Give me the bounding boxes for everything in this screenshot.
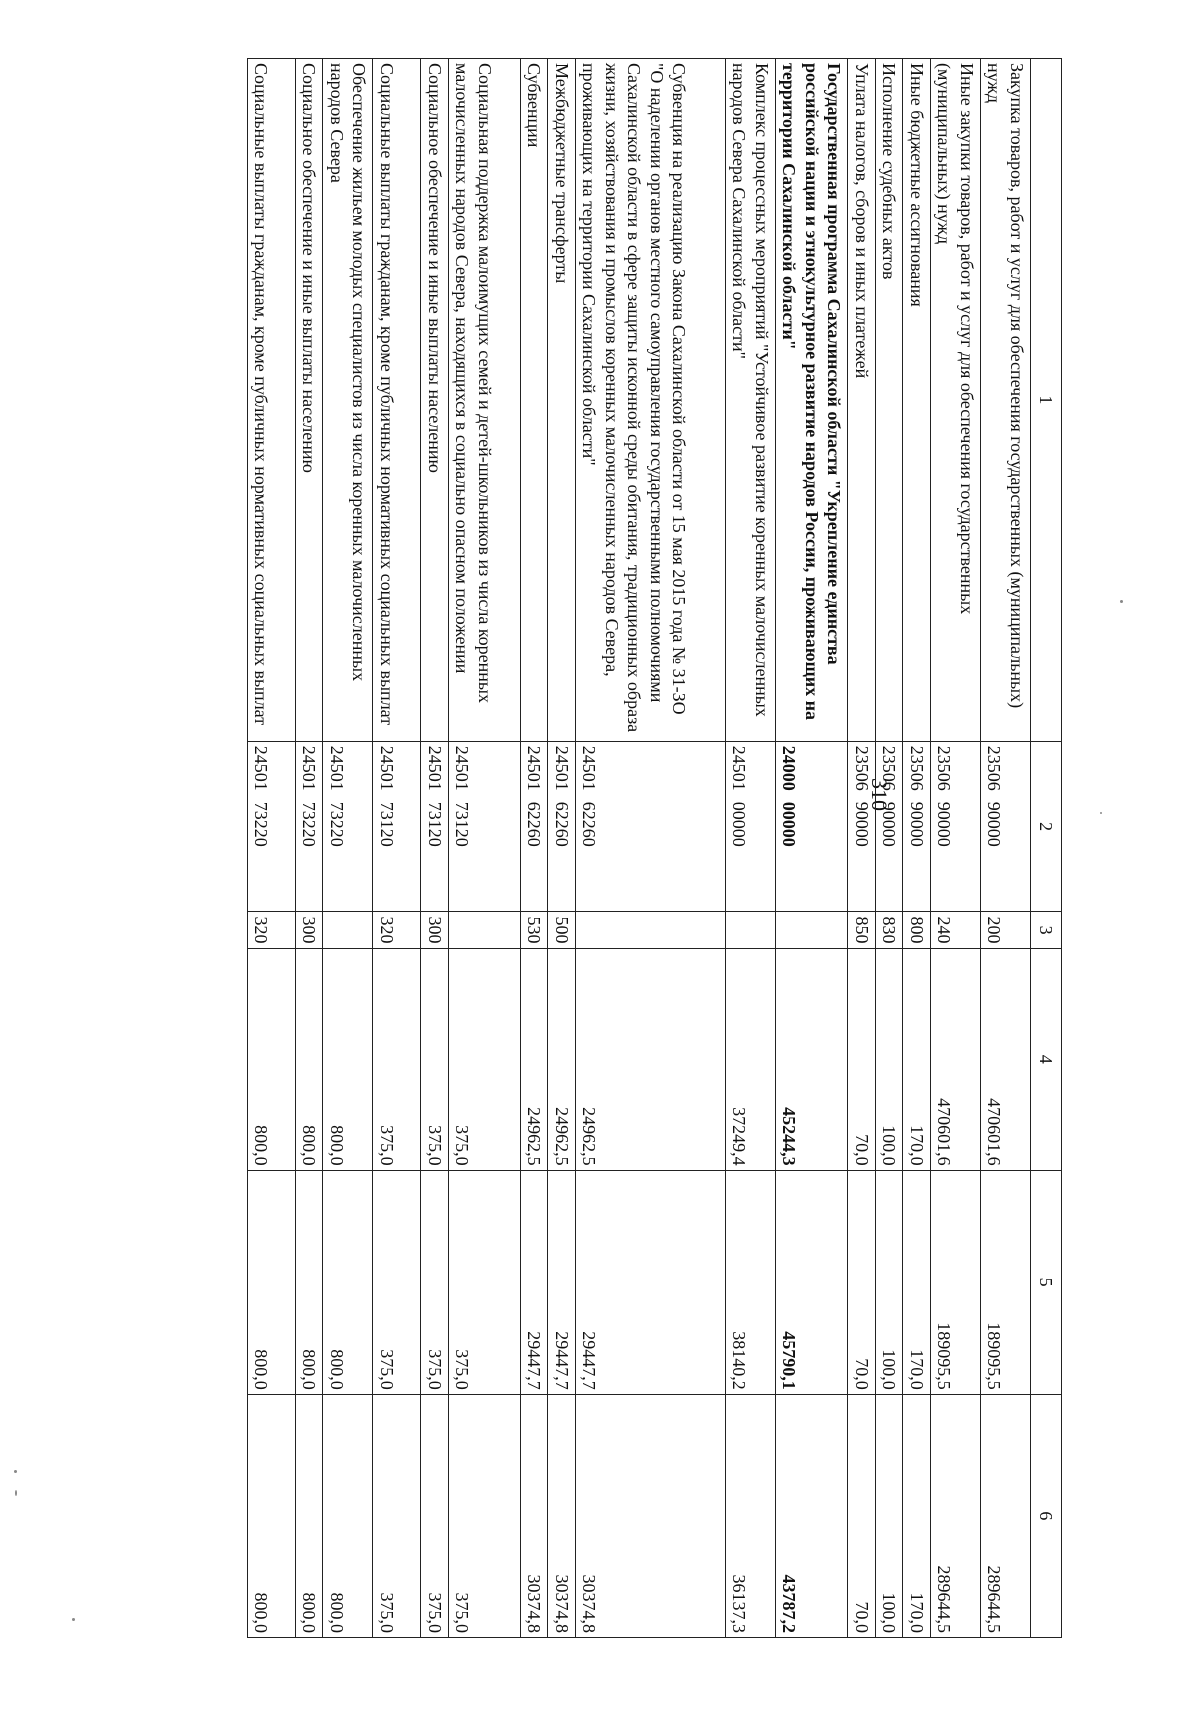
cell-text: 70,0 — [852, 1358, 872, 1390]
cell-text: Обеспечение жильем молодых специалистов из числа коренных малочисленных народов Севера — [327, 63, 370, 682]
row-value-4 — [903, 948, 931, 1170]
row-expense-type — [776, 912, 849, 948]
row-expense-type — [981, 912, 1031, 948]
cell-text: 38140,2 — [729, 1331, 750, 1390]
scan-speck — [72, 1618, 75, 1621]
row-value-6 — [903, 1394, 931, 1637]
row-value-6 — [449, 1394, 521, 1637]
cell-text: 30374,8 — [552, 1574, 572, 1633]
scan-speck — [15, 1490, 17, 1496]
row-code — [726, 741, 776, 912]
cell-text: Закупка товаров, работ и услуг для обеспечения государственных (муниципальных) нужд — [984, 63, 1027, 709]
cell-text: 470601,6 — [934, 1098, 955, 1166]
row-value-4 — [323, 948, 373, 1170]
row-value-4 — [248, 948, 296, 1170]
table-row — [931, 59, 981, 1638]
page-number: 310 — [867, 778, 892, 811]
cell-text: 800,0 — [327, 1592, 347, 1633]
cell-text: 800,0 — [327, 1125, 347, 1166]
row-expense-type — [931, 912, 981, 948]
row-name — [903, 59, 931, 742]
code-part-a: 24501 — [327, 745, 347, 791]
code-part-a: 23506 — [984, 745, 1005, 791]
row-name — [296, 59, 324, 742]
row-code — [776, 741, 849, 912]
row-value-6 — [548, 1394, 576, 1637]
cell-text: 830 — [879, 916, 900, 944]
row-expense-type — [373, 912, 421, 948]
table-row — [548, 59, 576, 1638]
code-part-b: 62260 — [579, 801, 600, 847]
code-part-b: 73120 — [452, 801, 473, 847]
row-code — [248, 741, 296, 912]
column-header: 5 — [1031, 1170, 1062, 1394]
cell-text: 29447,7 — [552, 1331, 572, 1390]
rotated-content — [142, 58, 1062, 1638]
row-value-6 — [296, 1394, 324, 1637]
row-name — [726, 59, 776, 742]
scan-speck — [14, 1470, 17, 1473]
row-code — [903, 741, 931, 912]
cell-text: 320 — [251, 916, 272, 944]
cell-text: 289644,5 — [984, 1565, 1005, 1633]
table-row — [421, 59, 449, 1638]
code-part-b: 62260 — [524, 801, 545, 847]
code-part-b: 90000 — [907, 801, 927, 847]
code-part-a: 24501 — [425, 745, 445, 791]
cell-text: 800,0 — [299, 1592, 320, 1633]
row-expense-type — [848, 912, 876, 948]
row-value-6 — [876, 1394, 904, 1637]
cell-text: 375,0 — [377, 1592, 397, 1633]
table-row — [248, 59, 296, 1638]
row-code — [876, 741, 904, 912]
code-part-b: 73120 — [425, 801, 445, 847]
row-code — [421, 741, 449, 912]
row-expense-type — [421, 912, 449, 948]
code-part-a: 23506 — [879, 745, 900, 791]
cell-text: 30374,8 — [579, 1574, 600, 1633]
cell-text: Исполнение судебных актов — [879, 63, 900, 280]
cell-text: 800,0 — [299, 1349, 320, 1390]
row-code — [323, 741, 373, 912]
cell-text: 500 — [552, 916, 572, 944]
row-expense-type — [576, 912, 726, 948]
code-part-a: 24501 — [579, 745, 600, 791]
row-value-6 — [726, 1394, 776, 1637]
row-value-6 — [981, 1394, 1031, 1637]
row-expense-type — [521, 912, 549, 948]
cell-text: 375,0 — [425, 1125, 445, 1166]
cell-text: 300 — [425, 916, 445, 944]
cell-text: Социальные выплаты гражданам, кроме публичных нормативных социальных выплат — [377, 63, 397, 726]
row-value-5 — [248, 1170, 296, 1394]
row-value-5 — [726, 1170, 776, 1394]
cell-text: 24962,5 — [579, 1107, 600, 1166]
row-value-4 — [876, 948, 904, 1170]
table-header-row — [1031, 59, 1062, 1638]
code-part-b: 00000 — [729, 801, 750, 847]
cell-text: 800,0 — [251, 1592, 272, 1633]
cell-text: 170,0 — [907, 1349, 927, 1390]
table-row — [323, 59, 373, 1638]
table-row — [726, 59, 776, 1638]
row-value-4 — [931, 948, 981, 1170]
cell-text: 375,0 — [452, 1592, 473, 1633]
cell-text: 850 — [852, 916, 872, 944]
row-value-6 — [931, 1394, 981, 1637]
row-expense-type — [548, 912, 576, 948]
cell-text: Государственная программа Сахалинской области "Укрепление единства российской нации и этнокультурное развитие народов России, проживающих на территории Сахалинской области" — [779, 63, 845, 720]
row-value-4 — [449, 948, 521, 1170]
row-value-5 — [548, 1170, 576, 1394]
cell-text: 800,0 — [251, 1349, 272, 1390]
row-value-4 — [776, 948, 849, 1170]
code-part-b: 90000 — [852, 801, 872, 847]
table-row — [521, 59, 549, 1638]
cell-text: 37249,4 — [729, 1107, 750, 1166]
row-expense-type — [876, 912, 904, 948]
cell-text: Субвенции — [524, 63, 545, 148]
row-value-4 — [521, 948, 549, 1170]
code-part-b: 73120 — [377, 801, 397, 847]
row-value-5 — [903, 1170, 931, 1394]
row-code — [373, 741, 421, 912]
cell-text: 375,0 — [377, 1349, 397, 1390]
cell-text: 24962,5 — [524, 1107, 545, 1166]
cell-text: 170,0 — [907, 1125, 927, 1166]
code-part-b: 90000 — [879, 801, 900, 847]
row-code — [931, 741, 981, 912]
row-value-6 — [323, 1394, 373, 1637]
row-value-5 — [576, 1170, 726, 1394]
row-name — [576, 59, 726, 742]
row-value-5 — [521, 1170, 549, 1394]
row-expense-type — [726, 912, 776, 948]
row-code — [848, 741, 876, 912]
code-part-b: 90000 — [934, 801, 955, 847]
row-code — [521, 741, 549, 912]
cell-text: 29447,7 — [524, 1331, 545, 1390]
row-value-4 — [373, 948, 421, 1170]
row-value-6 — [421, 1394, 449, 1637]
row-value-6 — [521, 1394, 549, 1637]
row-value-4 — [726, 948, 776, 1170]
row-value-4 — [848, 948, 876, 1170]
cell-text: 375,0 — [425, 1592, 445, 1633]
row-name — [848, 59, 876, 742]
row-value-5 — [876, 1170, 904, 1394]
cell-text: 289644,5 — [934, 1565, 955, 1633]
row-name — [449, 59, 521, 742]
cell-text: 24962,5 — [552, 1107, 572, 1166]
code-part-a: 24501 — [524, 745, 545, 791]
row-code — [576, 741, 726, 912]
row-name — [521, 59, 549, 742]
code-part-a: 23506 — [934, 745, 955, 791]
row-code — [296, 741, 324, 912]
row-name — [373, 59, 421, 742]
column-header: 6 — [1031, 1394, 1062, 1637]
cell-text: 189095,5 — [934, 1322, 955, 1390]
row-code — [981, 741, 1031, 912]
row-name — [421, 59, 449, 742]
table-row — [903, 59, 931, 1638]
row-expense-type — [323, 912, 373, 948]
cell-text: 800,0 — [299, 1125, 320, 1166]
scan-speck — [1120, 600, 1123, 603]
row-value-5 — [776, 1170, 849, 1394]
table-row — [848, 59, 876, 1638]
cell-text: 29447,7 — [579, 1331, 600, 1390]
row-name — [323, 59, 373, 742]
cell-text: 70,0 — [852, 1134, 872, 1166]
row-value-6 — [848, 1394, 876, 1637]
row-name — [931, 59, 981, 742]
row-expense-type — [296, 912, 324, 948]
row-code — [449, 741, 521, 912]
table-row — [876, 59, 904, 1638]
cell-text: Межбюджетные трансферты — [552, 63, 572, 284]
cell-text: 100,0 — [879, 1125, 900, 1166]
row-value-6 — [776, 1394, 849, 1637]
row-value-6 — [576, 1394, 726, 1637]
code-part-b: 73220 — [251, 801, 272, 847]
code-part-a: 23506 — [907, 745, 927, 791]
row-value-5 — [296, 1170, 324, 1394]
cell-text: 100,0 — [879, 1592, 900, 1633]
row-value-6 — [248, 1394, 296, 1637]
code-part-a: 24501 — [452, 745, 473, 791]
scan-speck — [1100, 812, 1102, 814]
row-expense-type — [903, 912, 931, 948]
cell-text: 200 — [984, 916, 1005, 944]
cell-text: 375,0 — [452, 1125, 473, 1166]
row-name — [248, 59, 296, 742]
code-part-a: 24501 — [729, 745, 750, 791]
row-value-5 — [981, 1170, 1031, 1394]
cell-text: 800 — [907, 916, 927, 944]
cell-text: Уплата налогов, сборов и иных платежей — [852, 63, 872, 379]
code-part-b: 73220 — [327, 801, 347, 847]
cell-text: Социальное обеспечение и иные выплаты населению — [299, 63, 320, 473]
row-value-5 — [449, 1170, 521, 1394]
cell-text: 530 — [524, 916, 545, 944]
row-value-6 — [373, 1394, 421, 1637]
cell-text: Комплекс процессных мероприятий "Устойчивое развитие коренных малочисленных народов Севера Сахалинской области" — [729, 63, 772, 717]
cell-text: 300 — [299, 916, 320, 944]
budget-table — [247, 58, 1062, 1638]
row-value-5 — [931, 1170, 981, 1394]
table-row — [373, 59, 421, 1638]
table-row — [576, 59, 726, 1638]
cell-text: 45244,3 — [779, 1107, 800, 1166]
row-name — [876, 59, 904, 742]
cell-text: Субвенция на реализацию Закона Сахалинской области от 15 мая 2015 года № 31-ЗО "О наделении органов местного самоуправления государственными полномочиями Сахалинской области в сфере защиты исконной среды обитания, традиционных образа жизни, хозяйствования и промыслов коренных малочисленных народов Севера, проживающих на территории Сахалинской области" — [579, 63, 690, 733]
row-value-5 — [848, 1170, 876, 1394]
column-header: 4 — [1031, 948, 1062, 1170]
code-part-a: 24501 — [299, 745, 320, 791]
cell-text: 470601,6 — [984, 1098, 1005, 1166]
table-row — [776, 59, 849, 1638]
cell-text: Иные бюджетные ассигнования — [907, 63, 927, 307]
cell-text: 375,0 — [425, 1349, 445, 1390]
cell-text: 100,0 — [879, 1349, 900, 1390]
row-value-4 — [548, 948, 576, 1170]
table-row — [449, 59, 521, 1638]
cell-text: 375,0 — [377, 1125, 397, 1166]
code-part-a: 24501 — [552, 745, 572, 791]
row-value-5 — [323, 1170, 373, 1394]
cell-text: 70,0 — [852, 1601, 872, 1633]
cell-text: 240 — [934, 916, 955, 944]
table-row — [296, 59, 324, 1638]
row-code — [548, 741, 576, 912]
cell-text: 375,0 — [452, 1349, 473, 1390]
row-value-4 — [981, 948, 1031, 1170]
table-row — [981, 59, 1031, 1638]
code-part-a: 24501 — [377, 745, 397, 791]
row-value-4 — [296, 948, 324, 1170]
cell-text: 320 — [377, 916, 397, 944]
code-part-b: 73220 — [299, 801, 320, 847]
row-value-4 — [421, 948, 449, 1170]
code-part-b: 00000 — [779, 801, 800, 847]
column-header: 1 — [1031, 59, 1062, 742]
code-part-b: 90000 — [984, 801, 1005, 847]
cell-text: 800,0 — [251, 1125, 272, 1166]
cell-text: 170,0 — [907, 1592, 927, 1633]
cell-text: 800,0 — [327, 1349, 347, 1390]
cell-text: 36137,3 — [729, 1574, 750, 1633]
cell-text: 45790,1 — [779, 1331, 800, 1390]
code-part-a: 23506 — [852, 745, 872, 791]
row-name — [981, 59, 1031, 742]
code-part-a: 24000 — [779, 745, 800, 791]
row-name — [548, 59, 576, 742]
row-value-5 — [373, 1170, 421, 1394]
cell-text: 43787,2 — [779, 1574, 800, 1633]
column-header: 3 — [1031, 912, 1062, 948]
cell-text: Социальное обеспечение и иные выплаты населению — [425, 63, 445, 473]
row-value-5 — [421, 1170, 449, 1394]
cell-text: Иные закупки товаров, работ и услуг для обеспечения государственных (муниципальных) нужд — [934, 63, 977, 615]
code-part-b: 62260 — [552, 801, 572, 847]
row-name — [776, 59, 849, 742]
cell-text: Социальные выплаты гражданам, кроме публичных нормативных социальных выплат — [251, 63, 272, 726]
cell-text: Социальная поддержка малоимущих семей и детей-школьников из числа коренных малочисленных народов Севера, находящихся в социально опасном положении — [452, 63, 495, 704]
row-expense-type — [449, 912, 521, 948]
column-header: 2 — [1031, 741, 1062, 912]
code-part-a: 24501 — [251, 745, 272, 791]
row-value-4 — [576, 948, 726, 1170]
cell-text: 189095,5 — [984, 1322, 1005, 1390]
cell-text: 30374,8 — [524, 1574, 545, 1633]
row-expense-type — [248, 912, 296, 948]
